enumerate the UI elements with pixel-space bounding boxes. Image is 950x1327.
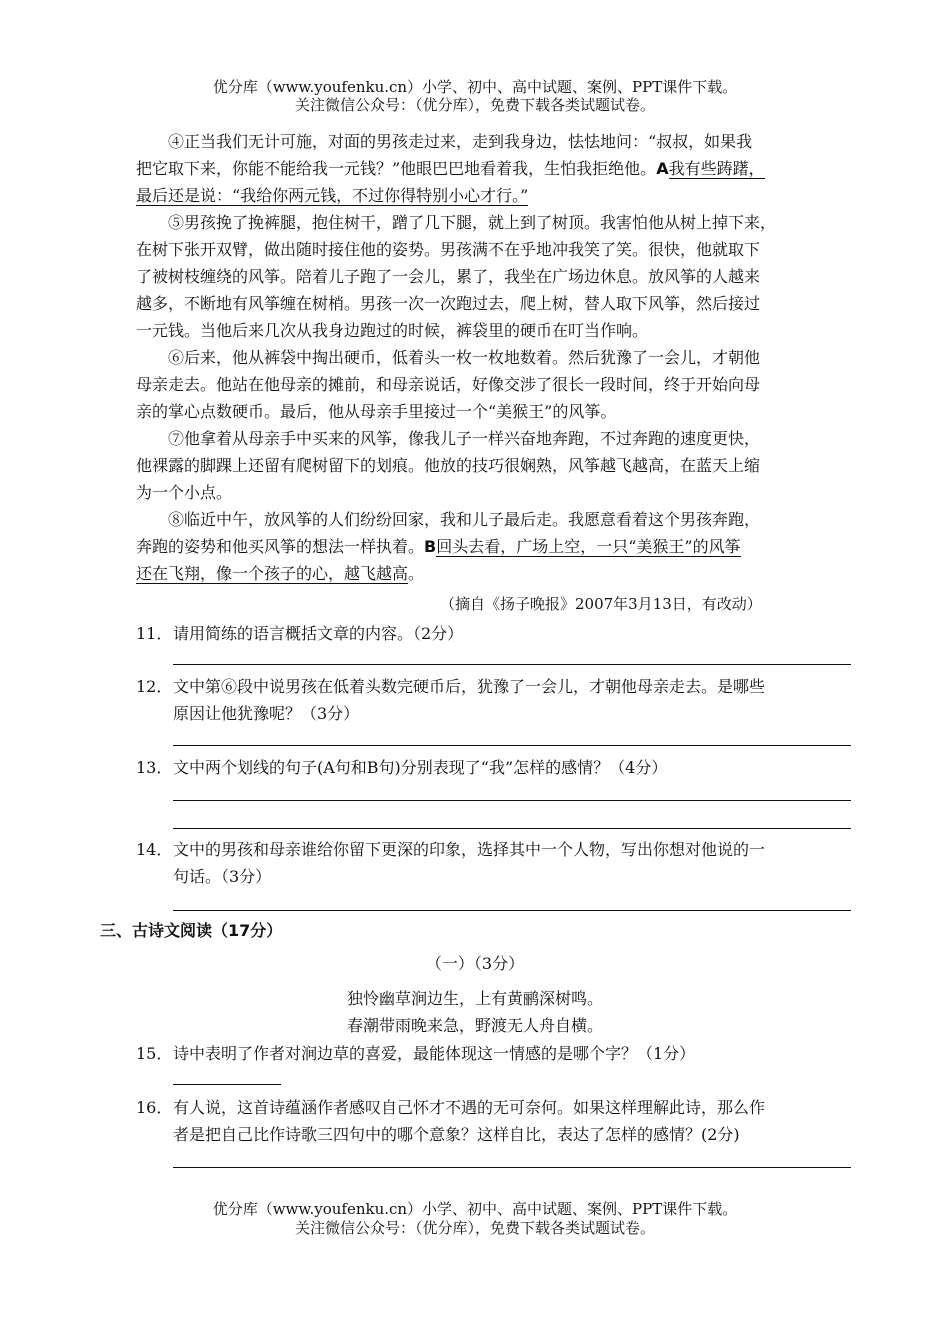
para-5-line-2: 在树下张开双臂，做出随时接住他的姿势。男孩满不在乎地冲我笑了笑。很快，他就取下 bbox=[136, 240, 761, 259]
para-6-line-1: ⑥后来，他从裤袋中掏出硬币，低着头一枚一枚地数着。然后犹豫了一会儿，才朝他 bbox=[168, 348, 761, 367]
question-12-text-1: 文中第⑥段中说男孩在低着头数完硬币后，犹豫了一会儿，才朝他母亲走去。是哪些 bbox=[173, 677, 766, 696]
para-6-line-3: 亲的掌心点数硬币。最后，他从母亲手里接过一个“美猴王”的风筝。 bbox=[136, 402, 617, 421]
question-13-text: 文中两个划线的句子(A句和B句)分别表现了“我”怎样的感情？（4分） bbox=[173, 758, 668, 777]
source-citation: （摘自《扬子晚报》2007年3月13日，有改动） bbox=[440, 595, 762, 613]
sentence-b-marker: B bbox=[424, 537, 437, 556]
question-16 bbox=[136, 1094, 856, 1148]
para-8-line-2 bbox=[136, 533, 856, 560]
para-5-line-3: 了被树枝缠绕的风筝。陪着儿子跑了一会儿，累了，我坐在广场边休息。放风筝的人越来 bbox=[136, 267, 761, 286]
para-8-line-1: ⑧临近中午，放风筝的人们纷纷回家，我和儿子最后走。我愿意看着这个男孩奔跑， bbox=[168, 510, 761, 529]
header-line-1: 优分库（www.youfenku.cn）小学、初中、高中试题、案例、PPT课件下载。 bbox=[212, 78, 738, 96]
answer-line-14[interactable] bbox=[173, 910, 851, 911]
para-7-line-2: 他裸露的脚踝上还留有爬树留下的划痕。他放的技巧很娴熟，风筝越飞越高，在蓝天上缩 bbox=[136, 456, 761, 475]
answer-line-13b[interactable] bbox=[173, 828, 851, 829]
para-7-line-1: ⑦他拿着从母亲手中买来的风筝，像我儿子一样兴奋地奔跑，不过奔跑的速度更快， bbox=[168, 429, 761, 448]
sentence-a-marker: A bbox=[656, 159, 669, 178]
poem-line-2: 春潮带雨晚来急，野渡无人舟自横。 bbox=[346, 1016, 603, 1035]
answer-line-11[interactable] bbox=[173, 664, 851, 665]
question-15-text: 诗中表明了作者对涧边草的喜爱，最能体现这一情感的是哪个字？（1分） bbox=[173, 1044, 696, 1063]
question-16-text-1: 有人说，这首诗蕴涵作者感叹自己怀才不遇的无可奈何。如果这样理解此诗，那么作 bbox=[173, 1098, 766, 1117]
para-7-line-3: 为一个小点。 bbox=[136, 483, 233, 502]
section-3-subtitle: （一）（3分） bbox=[425, 954, 525, 973]
underlined-sentence-b-part-2: 还在飞翔，像一个孩子的心，越飞越高 bbox=[136, 564, 409, 583]
footer-line-1: 优分库（www.youfenku.cn）小学、初中、高中试题、案例、PPT课件下载。 bbox=[212, 1200, 738, 1218]
underlined-sentence-a-part-2: 最后还是说：“我给你两元钱，不过你得特别小心才行。” bbox=[136, 186, 529, 205]
answer-line-13a[interactable] bbox=[173, 800, 851, 801]
underlined-sentence-b-part-1: 回头去看，广场上空，一只“美猴王”的风筝 bbox=[436, 537, 741, 556]
question-16-text-2: 者是把自己比作诗歌三四句中的哪个意象？这样自比，表达了怎样的感情？(2分) bbox=[173, 1125, 740, 1144]
question-14 bbox=[136, 836, 856, 890]
underlined-sentence-a-part-1: 我有些踌躇， bbox=[668, 159, 765, 178]
answer-line-15[interactable] bbox=[173, 1084, 281, 1085]
para-4-line-3 bbox=[136, 182, 856, 209]
question-16-number: 16． bbox=[136, 1098, 173, 1117]
para-4-line-2 bbox=[136, 155, 856, 182]
question-13 bbox=[136, 754, 856, 781]
header-line-2: 关注微信公众号：（优分库），免费下载各类试题试卷。 bbox=[294, 96, 655, 114]
question-12-number: 12． bbox=[136, 677, 173, 696]
answer-line-16[interactable] bbox=[173, 1167, 851, 1168]
question-15 bbox=[136, 1040, 856, 1067]
question-12 bbox=[136, 673, 856, 727]
para-8-text: 奔跑的姿势和他买风筝的想法一样执着。 bbox=[136, 537, 425, 556]
question-14-text-2: 句话。（3分） bbox=[173, 867, 272, 886]
para-4-line-1: ④正当我们无计可施，对面的男孩走过来，走到我身边，怯怯地问：“叔叔，如果我 bbox=[168, 132, 753, 151]
question-11 bbox=[136, 620, 856, 647]
poem-line-1: 独怜幽草涧边生，上有黄鹂深树鸣。 bbox=[346, 989, 603, 1008]
question-14-number: 14． bbox=[136, 840, 173, 859]
question-12-text-2: 原因让他犹豫呢？（3分） bbox=[173, 704, 360, 723]
question-11-text: 请用简练的语言概括文章的内容。（2分） bbox=[173, 624, 464, 643]
question-13-number: 13． bbox=[136, 758, 173, 777]
para-6-line-2: 母亲走去。他站在他母亲的摊前，和母亲说话，好像交涉了很长一段时间，终于开始向母 bbox=[136, 375, 761, 394]
passage-body bbox=[136, 128, 856, 587]
para-5-line-5: 一元钱。当他后来几次从我身边跑过的时候，裤袋里的硬币在叮当作响。 bbox=[136, 321, 649, 340]
section-3-title: 三、古诗文阅读（17分） bbox=[100, 921, 283, 940]
para-4-text: 把它取下来，你能不能给我一元钱？”他眼巴巴地看着我，生怕我拒绝他。 bbox=[136, 159, 657, 178]
answer-line-12[interactable] bbox=[173, 745, 851, 746]
question-14-text-1: 文中的男孩和母亲谁给你留下更深的印象，选择其中一个人物，写出你想对他说的一 bbox=[173, 840, 766, 859]
question-15-number: 15． bbox=[136, 1044, 173, 1063]
para-8-line-3 bbox=[136, 560, 856, 587]
para-8-end: 。 bbox=[408, 564, 425, 583]
footer-line-2: 关注微信公众号：（优分库），免费下载各类试题试卷。 bbox=[294, 1219, 655, 1237]
para-5-line-1: ⑤男孩挽了挽裤腿，抱住树干，蹭了几下腿，就上到了树顶。我害怕他从树上掉下来， bbox=[168, 213, 777, 232]
para-5-line-4: 越多，不断地有风筝缠在树梢。男孩一次一次跑过去，爬上树，替人取下风筝，然后接过 bbox=[136, 294, 761, 313]
question-11-number: 11． bbox=[136, 624, 173, 643]
